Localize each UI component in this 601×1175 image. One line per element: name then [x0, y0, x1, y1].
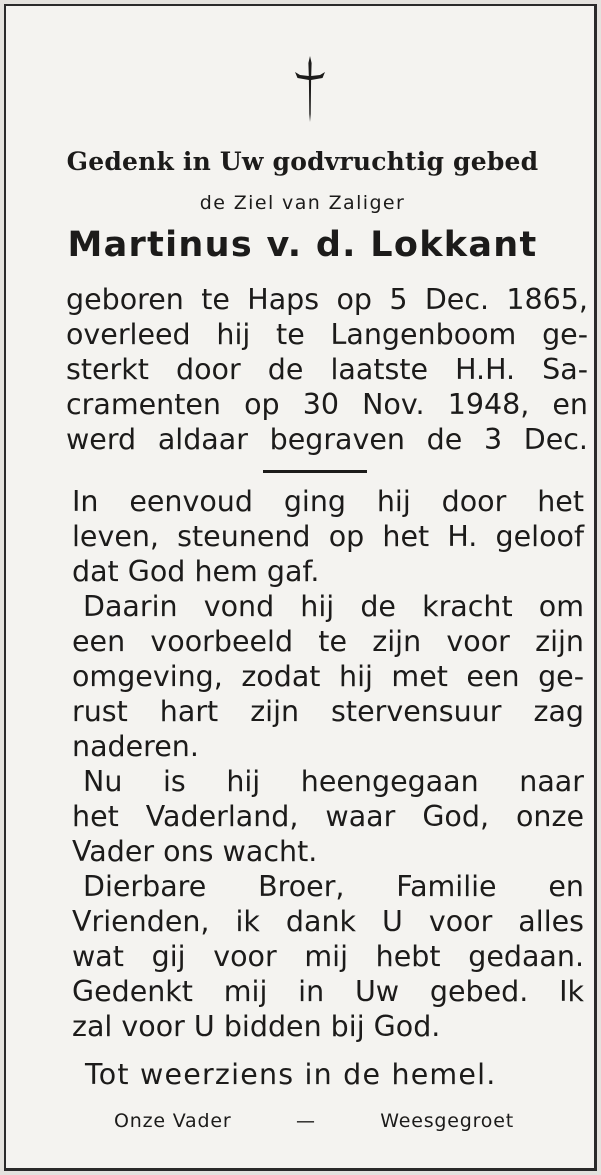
text-line: zal voor U bidden bij God.	[72, 1010, 441, 1043]
biographical-details	[66, 282, 588, 457]
memorial-text	[72, 484, 584, 1044]
closing-line: Tot weerziens in de hemel.	[85, 1058, 497, 1091]
prayers-line	[114, 1110, 514, 1132]
text-line: leven, steunend op het H. geloof	[72, 520, 584, 553]
text-line: Nu is hij heengegaan naar	[83, 765, 584, 798]
text-line: Dierbare Broer, Familie en	[83, 870, 584, 903]
heading: Gedenk in Uw godvruchtig gebed	[66, 147, 539, 176]
text-line: rust hart zijn stervensuur zag	[72, 695, 584, 728]
text-line: dat God hem gaf.	[72, 555, 320, 588]
intro-line: sterkt door de laatste H.H. Sa-	[66, 353, 588, 386]
subheading: de Ziel van Zaliger	[199, 192, 406, 214]
prayer-weesgegroet: Weesgegroet	[380, 1110, 514, 1132]
deceased-name: Martinus v. d. Lokkant	[67, 225, 538, 265]
intro-line: geboren te Haps op 5 Dec. 1865,	[66, 283, 588, 316]
intro-line: cramenten op 30 Nov. 1948, en	[66, 388, 588, 421]
intro-line: overleed hij te Langenboom ge-	[66, 318, 588, 351]
text-line: naderen.	[72, 730, 199, 763]
text-line: In eenvoud ging hij door het	[72, 485, 584, 518]
text-line: een voorbeeld te zijn voor zijn	[72, 625, 584, 658]
intro-line: werd aldaar begraven de 3 Dec.	[66, 423, 588, 456]
divider	[263, 470, 367, 473]
prayer-separator: —	[295, 1110, 316, 1132]
text-line: het Vaderland, waar God, onze	[72, 800, 584, 833]
memorial-card	[4, 4, 597, 1171]
cross-icon	[287, 54, 333, 124]
text-line: Vader ons wacht.	[72, 835, 318, 868]
text-line: Vrienden, ik dank U voor alles	[72, 905, 584, 938]
text-line: Daarin vond hij de kracht om	[83, 590, 584, 623]
prayer-onze-vader: Onze Vader	[114, 1110, 232, 1132]
text-line: wat gij voor mij hebt gedaan.	[72, 940, 584, 973]
text-line: omgeving, zodat hij met een ge-	[72, 660, 584, 693]
text-line: Gedenkt mij in Uw gebed. Ik	[72, 975, 584, 1008]
